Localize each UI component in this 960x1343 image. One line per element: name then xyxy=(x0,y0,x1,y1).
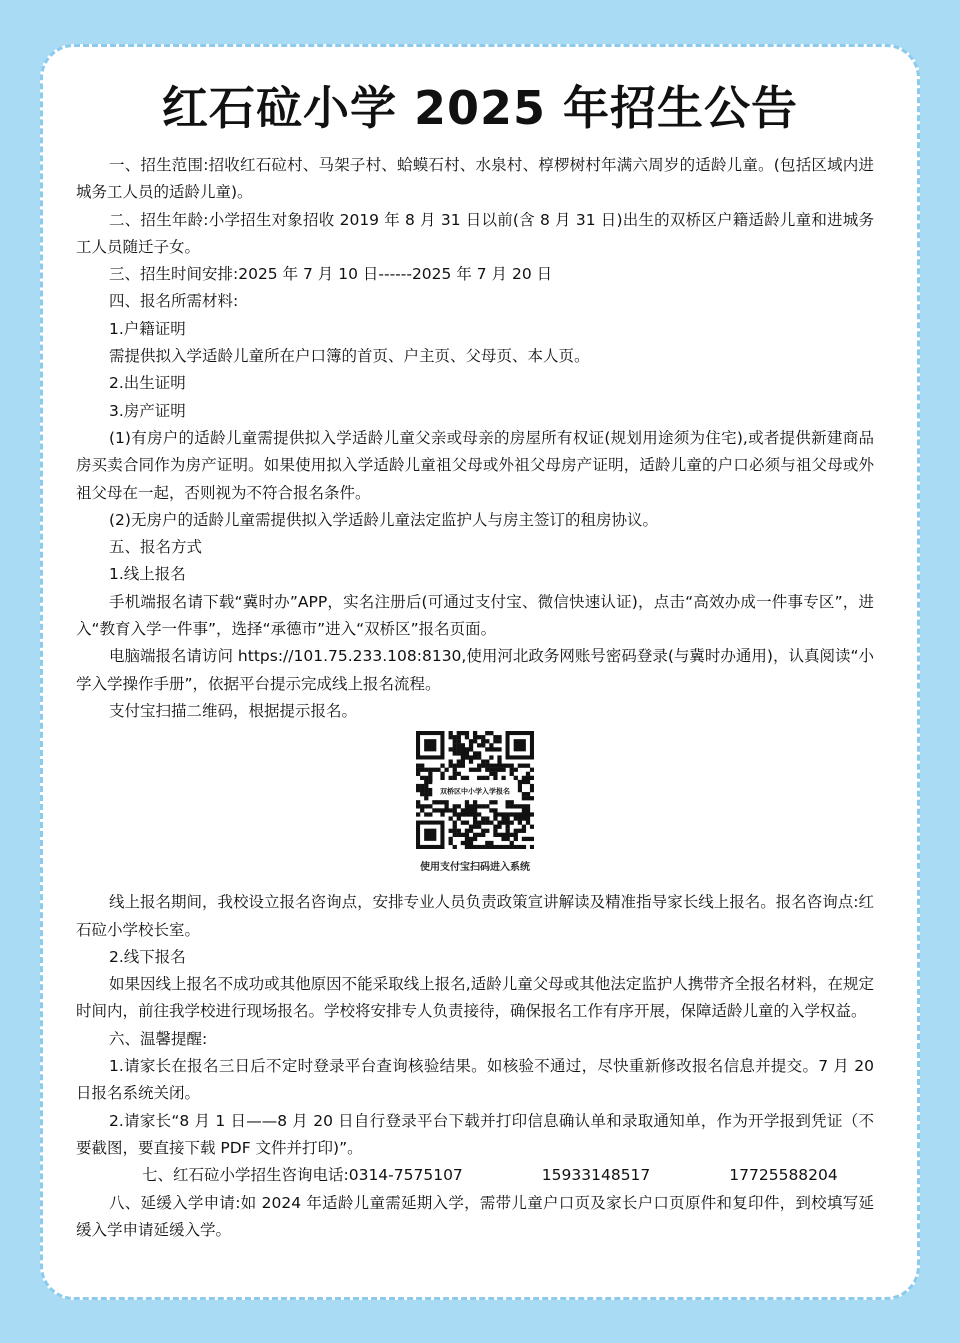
reminder-1: 1.请家长在报名三日后不定时登录平台查询核验结果。如核验不通过，尽快重新修改报名信息并提交。7 月 20 日报名系统关闭。 xyxy=(76,1057,874,1103)
section-1-scope: 一、招生范围:招收红石砬村、马架子村、蛤蟆石村、水泉村、椁椤树村年满六周岁的适龄儿童。(包括区域内进城务工人员的适龄儿童)。 xyxy=(76,156,874,202)
online-alipay: 支付宝扫描二维码，根据提示报名。 xyxy=(109,701,358,720)
section-3-schedule: 三、招生时间安排:2025 年 7 月 10 日------2025 年 7 月 20 日 xyxy=(109,265,553,284)
materials-property-owner: (1)有房户的适龄儿童需提供拟入学适龄儿童父亲或母亲的房屋所有权证(规划用途须为住宅),或者提供新建商品房买卖合同作为房产证明。如果使用拟入学适龄儿童祖父母或外祖父母房产证明，适龄儿童的户口必须与祖父母或外祖父母在一起，否则视为不符合报名条件。 xyxy=(76,428,874,502)
qr-label: 双桥区中小学入学报名 xyxy=(440,787,510,796)
section-2-age: 二、招生年龄:小学招生对象招收 2019 年 8 月 31 日以前(含 8 月 31 日)出生的双桥区户籍适龄儿童和进城务工人员随迁子女。 xyxy=(76,210,874,256)
online-consult-point: 线上报名期间，我校设立报名咨询点，安排专业人员负责政策宣讲解读及精准指导家长线上报名。报名咨询点:红石砬小学校长室。 xyxy=(76,893,874,939)
phone-line-1: 七、红石砬小学招生咨询电话:0314-7575107 xyxy=(142,1166,463,1185)
materials-household-desc: 需提供拟入学适龄儿童所在户口簿的首页、户主页、父母页、本人页。 xyxy=(109,347,590,366)
qr-code-box[interactable] xyxy=(416,731,534,874)
qr-code-icon[interactable] xyxy=(416,731,534,849)
phone-line-3: 17725588204 xyxy=(729,1166,838,1185)
offline-heading: 2.线下报名 xyxy=(109,947,186,966)
materials-household-heading: 1.户籍证明 xyxy=(109,319,186,338)
materials-property-heading: 3.房产证明 xyxy=(109,401,186,420)
qr-block xyxy=(76,731,874,883)
materials-birth-heading: 2.出生证明 xyxy=(109,374,186,393)
reminder-2: 2.请家长“8 月 1 日——8 月 20 日自行登录平台下载并打印信息确认单和录取通知单，作为开学报到凭证（不要截图，要直接下载 PDF 文件并打印)”。 xyxy=(76,1111,874,1157)
section-4-materials: 四、报名所需材料: xyxy=(109,292,239,311)
qr-caption: 使用支付宝扫码进入系统 xyxy=(420,861,530,873)
online-mobile: 手机端报名请下载“冀时办”APP，实名注册后(可通过支付宝、微信快速认证)，点击“高效办成一件事专区”，进入“教育入学一件事”，选择“承德市”进入“双桥区”报名页面。 xyxy=(76,592,874,639)
section-8-deferral: 八、延缓入学申请:如 2024 年适龄儿童需延期入学，需带儿童户口页及家长户口页原件和复印件，到校填写延缓入学申请延缓入学。 xyxy=(76,1193,874,1239)
page-title: 红石砬小学 2025 年招生公告 xyxy=(161,81,799,135)
section-5-method: 五、报名方式 xyxy=(109,538,203,557)
online-pc: 电脑端报名请访问 https://101.75.233.108:8130,使用河北政务网账号密码登录(与冀时办通用)，认真阅读“小学入学操作手册”，依据平台提示完成线上报名流程。 xyxy=(76,647,874,693)
section-6-reminder: 六、温馨提醒: xyxy=(109,1029,208,1048)
online-heading: 1.线上报名 xyxy=(109,565,186,584)
materials-property-renter: (2)无房户的适龄儿童需提供拟入学适龄儿童法定监护人与房主签订的租房协议。 xyxy=(109,510,658,529)
phone-line-2: 15933148517 xyxy=(541,1166,651,1185)
section-7-phone xyxy=(76,1162,874,1189)
offline-desc: 如果因线上报名不成功或其他原因不能采取线上报名,适龄儿童父母或其他法定监护人携带齐全报名材料，在规定时间内，前往我学校进行现场报名。学校将安排专人负责接待，确保报名工作有序开展，保障适龄儿童的入学权益。 xyxy=(76,975,874,1021)
notice-body xyxy=(76,152,874,1244)
